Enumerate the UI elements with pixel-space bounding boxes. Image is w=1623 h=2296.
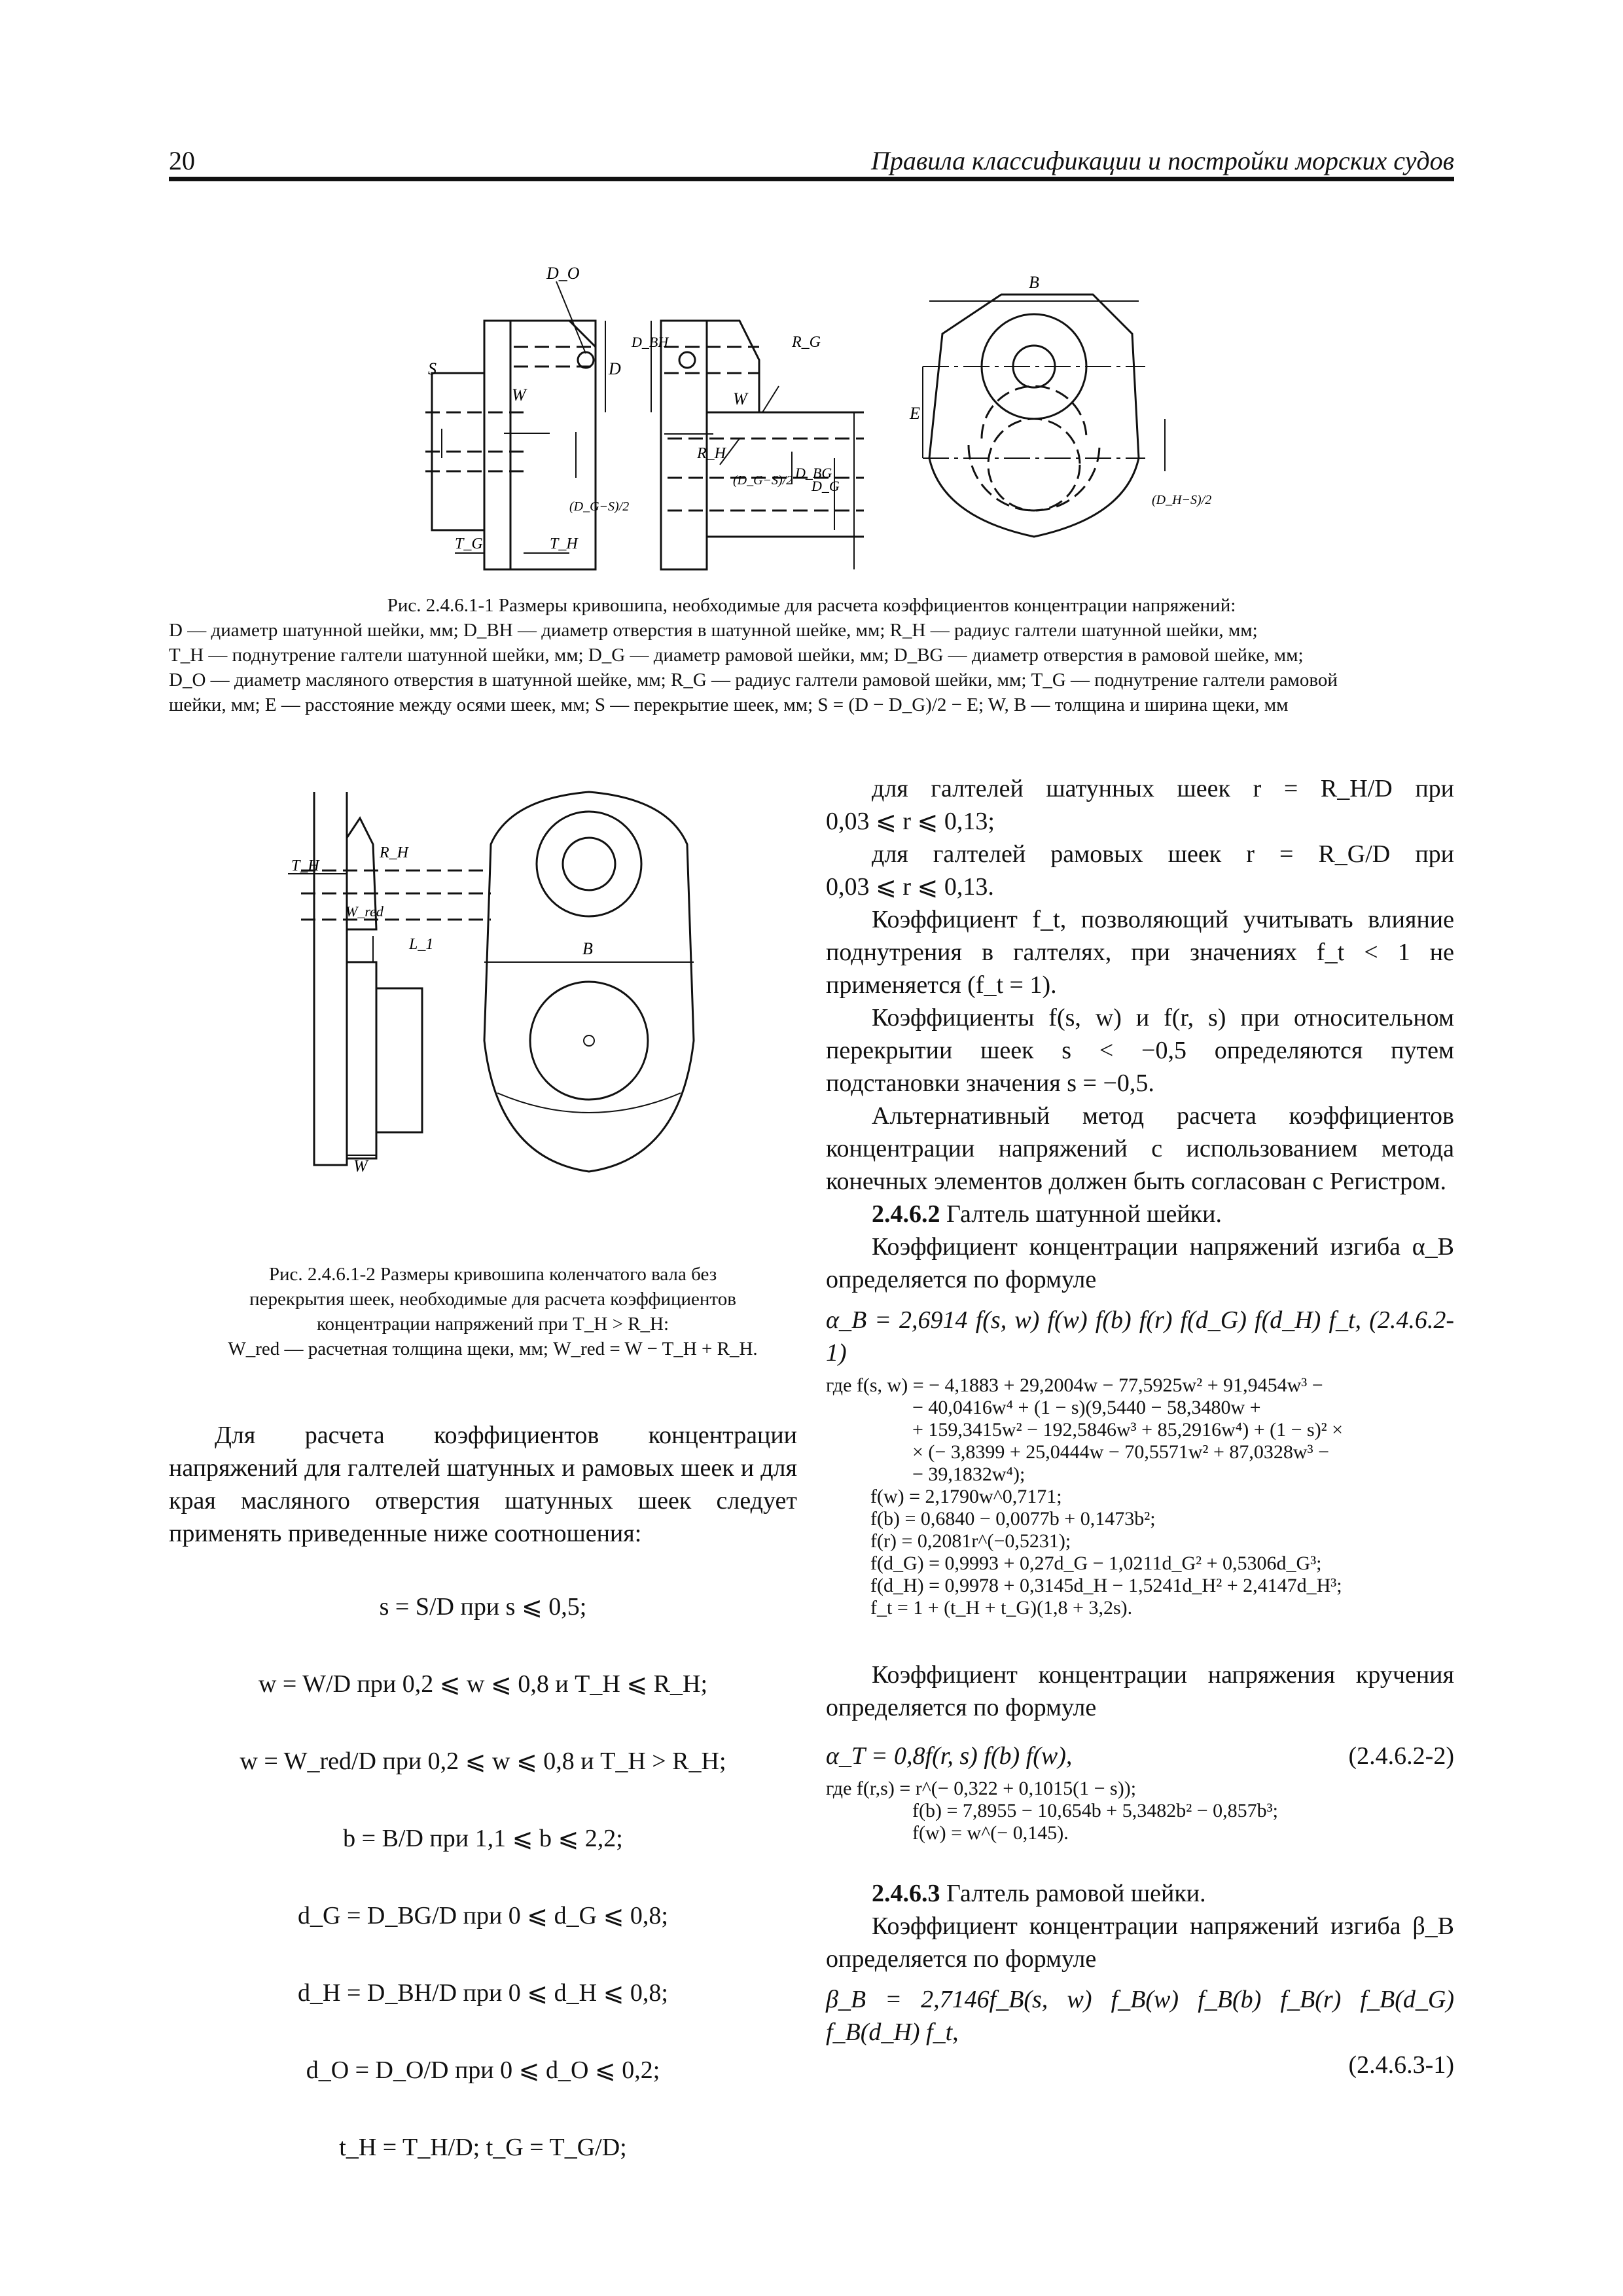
label-dg-s: (D_G−S)/2 — [569, 499, 630, 514]
where2-line-2: f(b) = 7,8955 − 10,654b + 5,3482b² − 0,857b³; — [912, 1800, 1278, 1821]
caption-2-line-3: концентрации напряжений при T_H > R_H: — [316, 1314, 669, 1335]
caption-2-line-2: перекрытия шеек, необходимые для расчета коэффициентов — [249, 1289, 736, 1310]
section-2-4-6-2 — [826, 1198, 1454, 1230]
page-number: 20 — [169, 146, 195, 175]
equation-2-4-6-3-1-number: (2.4.6.3-1) — [1348, 2051, 1454, 2079]
running-title: Правила классификации и постройки морских судов — [870, 146, 1454, 175]
relation-w: w = W/D при 0,2 ⩽ w ⩽ 0,8 и T_H ⩽ R_H; — [258, 1670, 708, 1698]
label-wred: W_red — [346, 903, 383, 920]
label-dg-s-2: (D_G−S)/2 — [733, 473, 793, 488]
left-intro: Для расчета коэффициентов концентрации напряжений для галтелей шатунных и рамовых шеек и для края масляного отверстия шатунных шеек следует применять приведенные ниже соотношения: — [169, 1422, 797, 1547]
label-th: T_H — [550, 535, 578, 552]
r-para-1a: для галтелей шатунных шеек r = R_H/D при — [872, 775, 1454, 802]
label-b-2: B — [582, 939, 593, 958]
r-para-4: Коэффициенты f(s, w) и f(r, s) при относительном перекрытии шеек s < −0,5 определяются путем подстановки значения s = −0,5. — [826, 1004, 1454, 1097]
label-rg: R_G — [792, 334, 821, 351]
section-2-number: 2.4.6.2 — [872, 1200, 940, 1228]
relation-b: b = B/D при 1,1 ⩽ b ⩽ 2,2; — [343, 1825, 623, 1852]
label-e: E — [910, 404, 920, 423]
equation-2-4-6-2-2-row — [826, 1740, 1454, 1772]
label-rh: R_H — [697, 445, 726, 462]
caption-1-line-1: Рис. 2.4.6.1-1 Размеры кривошипа, необходимые для расчета коэффициентов концентрации напряжений: — [387, 595, 1236, 616]
caption-1-line-3: T_H — поднутрение галтели шатунной шейки, мм; D_G — диаметр рамовой шейки, мм; D_BG — диаметр отверстия в рамовой шейке, мм; — [169, 645, 1304, 666]
caption-2-line-1: Рис. 2.4.6.1-2 Размеры кривошипа коленчатого вала без — [268, 1264, 717, 1285]
label-w-3: W — [353, 1157, 368, 1175]
where1-line-11: f_t = 1 + (t_H + t_G)(1,8 + 3,2s). — [870, 1597, 1133, 1619]
equation-2-4-6-2-2: α_T = 0,8f(r, s) f(b) f(w), — [826, 1742, 1073, 1770]
label-d: D — [609, 359, 621, 378]
figure-1-caption — [169, 593, 1454, 717]
label-rh-2: R_H — [380, 844, 408, 861]
section-2-title: Галтель шатунной шейки. — [946, 1200, 1222, 1228]
equation-2-4-6-2-2-number: (2.4.6.2-2) — [1348, 1742, 1454, 1770]
r-para-5: Альтернативный метод расчета коэффициентов концентрации напряжений с использованием метода конечных элементов должен быть согласован с Регистром. — [826, 1102, 1454, 1195]
caption-2-line-4: W_red — расчетная толщина щеки, мм; W_red = W − T_H + R_H. — [228, 1338, 758, 1359]
caption-1-line-4: D_O — диаметр масляного отверстия в шатунной шейке, мм; R_G — радиус галтели рамовой шейки, мм; T_G — поднутрение галтели рамовой — [169, 670, 1338, 691]
caption-1-line-5: шейки, мм; E — расстояние между осями шеек, мм; S — перекрытие шеек, мм; S = (D − D_G)/2 − E; W, B — толщина и ширина щеки, мм — [169, 694, 1289, 715]
where1-line-10: f(d_H) = 0,9978 + 0,3145d_H − 1,5241d_H² + 2,4147d_H³; — [870, 1575, 1342, 1596]
label-s: S — [428, 359, 437, 378]
relation-s: s = S/D при s ⩽ 0,5; — [379, 1593, 587, 1621]
equation-2-4-6-2-1: α_B = 2,6914 f(s, w) f(w) f(b) f(r) f(d_G) f(d_H) f_t, (2.4.6.2-1) — [826, 1306, 1454, 1367]
label-w2: W — [733, 389, 747, 408]
r-para-6: Коэффициент концентрации напряжений изгиба α_B определяется по формуле — [826, 1233, 1454, 1293]
section-2-4-6-3 — [826, 1877, 1454, 1910]
right-column — [826, 772, 1454, 2081]
r-para-7: Коэффициент концентрации напряжения кручения определяется по формуле — [826, 1661, 1454, 1721]
crank-web-view-2 — [484, 792, 694, 1172]
relation-t: t_H = T_H/D; t_G = T_G/D; — [339, 2134, 627, 2161]
r-para-8: Коэффициент концентрации напряжений изгиба β_B определяется по формуле — [826, 1912, 1454, 1973]
r-para-2a: для галтелей рамовых шеек r = R_G/D при — [872, 840, 1454, 868]
figure-2-caption — [169, 1262, 817, 1361]
label-do: D_O — [546, 264, 580, 283]
where1-line-7: f(b) = 0,6840 − 0,0077b + 0,1473b²; — [870, 1508, 1156, 1530]
figure-2-drawing — [275, 779, 864, 1204]
label-b: B — [1029, 273, 1039, 292]
where1-line-9: f(d_G) = 0,9993 + 0,27d_G − 1,0211d_G² + 0,5306d_G³; — [870, 1552, 1322, 1574]
r-para-1b: 0,03 ⩽ r ⩽ 0,13; — [826, 808, 995, 835]
crank-web-view — [923, 295, 1165, 537]
label-tg: T_G — [455, 535, 483, 552]
label-dg: D_G — [812, 478, 840, 494]
where1-line-2: − 40,0416w⁴ + (1 − s)(9,5440 − 58,3480w + — [912, 1397, 1261, 1418]
r-para-3: Коэффициент f_t, позволяющий учитывать влияние поднутрения в галтелях, при значениях f_t < 1 не применяется (f_t = 1). — [826, 906, 1454, 999]
left-column — [169, 1419, 797, 1550]
label-dbg: D_BG — [795, 465, 832, 481]
where1-line-3: + 159,3415w² − 192,5846w³ + 85,2916w⁴) + (1 − s)² × — [912, 1419, 1344, 1441]
label-dbh: D_BH — [632, 334, 669, 350]
relation-do: d_O = D_O/D при 0 ⩽ d_O ⩽ 0,2; — [306, 2056, 660, 2084]
where2-line-1: где f(r,s) = r^(− 0,322 + 0,1015(1 − s)); — [826, 1778, 1137, 1799]
relation-dg: d_G = D_BG/D при 0 ⩽ d_G ⩽ 0,8; — [298, 1902, 668, 1929]
header-rule — [169, 177, 1454, 181]
relations-list — [169, 1590, 797, 2170]
r-para-2b: 0,03 ⩽ r ⩽ 0,13. — [826, 873, 994, 901]
where-block-1 — [826, 1374, 1454, 1619]
crank-section-middle — [651, 321, 864, 569]
crank-section-left — [425, 281, 605, 569]
where1-line-4: × (− 3,8399 + 25,0444w − 70,5571w² + 87,0328w³ − — [912, 1441, 1329, 1463]
caption-1-line-2: D — диаметр шатунной шейки, мм; D_BH — диаметр отверстия в шатунной шейке, мм; R_H — радиус галтели шатунной шейки, мм; — [169, 620, 1258, 641]
label-dh-s: (D_H−S)/2 — [1152, 493, 1212, 507]
where1-line-6: f(w) = 2,1790w^0,7171; — [870, 1486, 1062, 1507]
label-l1: L_1 — [409, 936, 434, 953]
label-w: W — [512, 386, 526, 404]
section-3-title: Галтель рамовой шейки. — [946, 1880, 1206, 1907]
figure-1-drawing — [406, 262, 1551, 576]
relation-w-red: w = W_red/D при 0,2 ⩽ w ⩽ 0,8 и T_H > R_H; — [240, 1748, 726, 1775]
where1-line-5: − 39,1832w⁴); — [912, 1463, 1026, 1485]
where-block-2 — [826, 1778, 1454, 1844]
equation-2-4-6-3-1: β_B = 2,7146f_B(s, w) f_B(w) f_B(b) f_B(r) f_B(d_G) f_B(d_H) f_t, — [826, 1986, 1454, 2046]
where1-line-8: f(r) = 0,2081r^(−0,5231); — [870, 1530, 1071, 1552]
label-th-2: T_H — [291, 857, 319, 874]
where2-line-3: f(w) = w^(− 0,145). — [912, 1822, 1069, 1844]
where1-line-1: где f(s, w) = − 4,1883 + 29,2004w − 77,5925w² + 91,9454w³ − — [826, 1374, 1323, 1396]
section-3-number: 2.4.6.3 — [872, 1880, 940, 1907]
relation-dh: d_H = D_BH/D при 0 ⩽ d_H ⩽ 0,8; — [298, 1979, 668, 2007]
